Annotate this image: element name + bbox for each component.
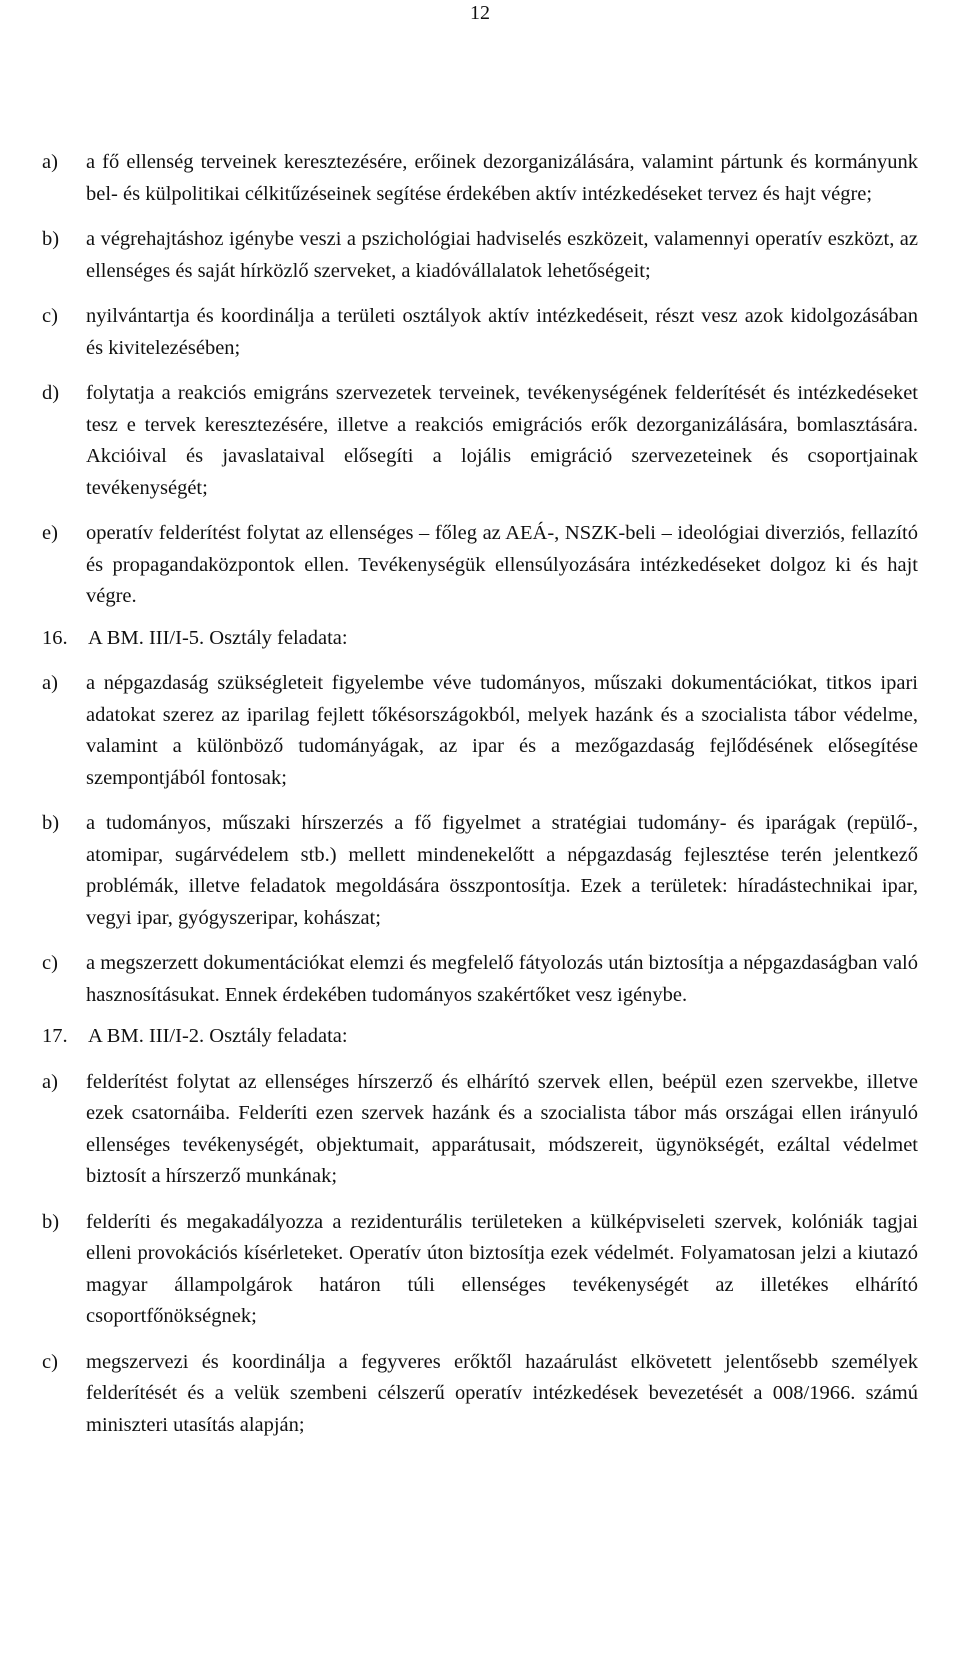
item-marker: d) [42, 382, 60, 404]
document-body [42, 147, 918, 1455]
item-text: a tudományos, műszaki hírszerzés a fő figyelmet a stratégiai tudomány- és iparágak (repülő-, atomipar, sugárvédelem stb.) mellett mindenekelőtt a népgazdaság fejlesztése terén jelentkező problémák, illetve feladatok megoldására összpontosítja. Ezek a területek: híradástechnikai ipar, vegyi ipar, gyógyszeripar, kohászat; [86, 812, 918, 929]
list-item [42, 301, 918, 364]
list-item [42, 808, 918, 934]
item-marker: e) [42, 522, 58, 544]
item-text: folytatja a reakciós emigráns szervezetek terveinek, tevékenységének felderítését és intézkedéseket tesz e tervek keresztezésére, illetve a reakciós emigrációs erők dezorganizálására, bomlasztására. Akcióival és javaslataival elősegíti a lojális emigráció szervezeteinek és csoportjainak tevékenységét; [86, 382, 918, 499]
item-marker: c) [42, 305, 58, 327]
item-marker: a) [42, 151, 58, 173]
list-item [42, 224, 918, 287]
section-17 [42, 1021, 918, 1441]
item-text: felderíti és megakadályozza a rezidenturális területeken a külképviseleti szervek, kolóniák tagjai elleni provokációs kísérleteket. Operatív úton biztosítja ezek védelmét. Folyamatosan jelzi a kiutazó magyar állampolgárok határon túli ellenséges tevékenységét az illetékes elhárító csoportfőnökségnek; [86, 1210, 918, 1327]
list-item [42, 1347, 918, 1442]
item-marker: c) [42, 952, 58, 974]
item-marker: b) [42, 812, 60, 834]
item-text: nyilvántartja és koordinálja a területi osztályok aktív intézkedéseit, részt vesz azok kidolgozásában és kivitelezésében; [86, 305, 918, 359]
item-marker: a) [42, 1070, 58, 1093]
item-marker: c) [42, 1350, 58, 1373]
list-item [42, 378, 918, 504]
section-heading [42, 623, 918, 655]
page-number: 12 [470, 2, 490, 24]
section-number: 17. [42, 1025, 68, 1047]
list-item [42, 1207, 918, 1333]
section-number: 16. [42, 626, 68, 649]
item-marker: b) [42, 228, 60, 250]
section-16 [42, 623, 918, 1012]
section-prev [42, 147, 918, 613]
item-text: felderítést folytat az ellenséges hírszerző és elhárító szervek ellen, beépül ezen szervekbe, illetve ezek csatornáiba. Felderíti ezen szervek hazánk és a szocialista tábor más országai ellen irányuló ellenséges tevékenységét, objektumait, apparátusait, módszereit, ügynökségét, ezáltal védelmet biztosít a hírszerző munkának; [86, 1070, 918, 1187]
list-item [42, 147, 918, 210]
list-item [42, 668, 918, 794]
item-text: operatív felderítést folytat az ellenséges – főleg az AEÁ-, NSZK-beli – ideológiai diverziós, fellazító és propagandaközpontok ellen. Tevékenységük ellensúlyozására intézkedéseket dolgoz ki és hajt végre. [86, 522, 918, 607]
section-title: A BM. III/I-2. Osztály feladata: [88, 1025, 348, 1047]
section-title: A BM. III/I-5. Osztály feladata: [88, 626, 348, 649]
list-item [42, 518, 918, 613]
section-heading [42, 1021, 918, 1053]
item-text: a megszerzett dokumentációkat elemzi és megfelelő fátyolozás után biztosítja a népgazdaságban való hasznosításukat. Ennek érdekében tudományos szakértőket vesz igénybe. [86, 952, 918, 1006]
item-text: megszervezi és koordinálja a fegyveres erőktől hazaárulást elkövetett jelentősebb személyek felderítését és a velük szembeni célszerű operatív intézkedések bevezetését a 008/1966. számú miniszteri utasítás alapján; [86, 1350, 918, 1436]
list-item [42, 948, 918, 1011]
item-marker: b) [42, 1210, 60, 1233]
list-item [42, 1067, 918, 1193]
item-text: a fő ellenség terveinek keresztezésére, erőinek dezorganizálására, valamint pártunk és kormányunk bel- és külpolitikai célkitűzéseinek segítése érdekében aktív intézkedéseket tervez és hajt végre; [86, 151, 918, 205]
item-text: a végrehajtáshoz igénybe veszi a pszichológiai hadviselés eszközeit, valamennyi operatív eszközt, az ellenséges és saját hírközlő szerveket, a kiadóvállalatok lehetőségeit; [86, 228, 918, 282]
item-marker: a) [42, 672, 58, 694]
item-text: a népgazdaság szükségleteit figyelembe véve tudományos, műszaki dokumentációkat, titkos ipari adatokat szerez az iparilag fejlett tőkésországokból, melyek hazánk és a szocialista tábor védelme, valamint a különböző tudományágak, az ipar és a mezőgazdaság fejlődésének elősegítése szempontjából fontosak; [86, 672, 918, 789]
